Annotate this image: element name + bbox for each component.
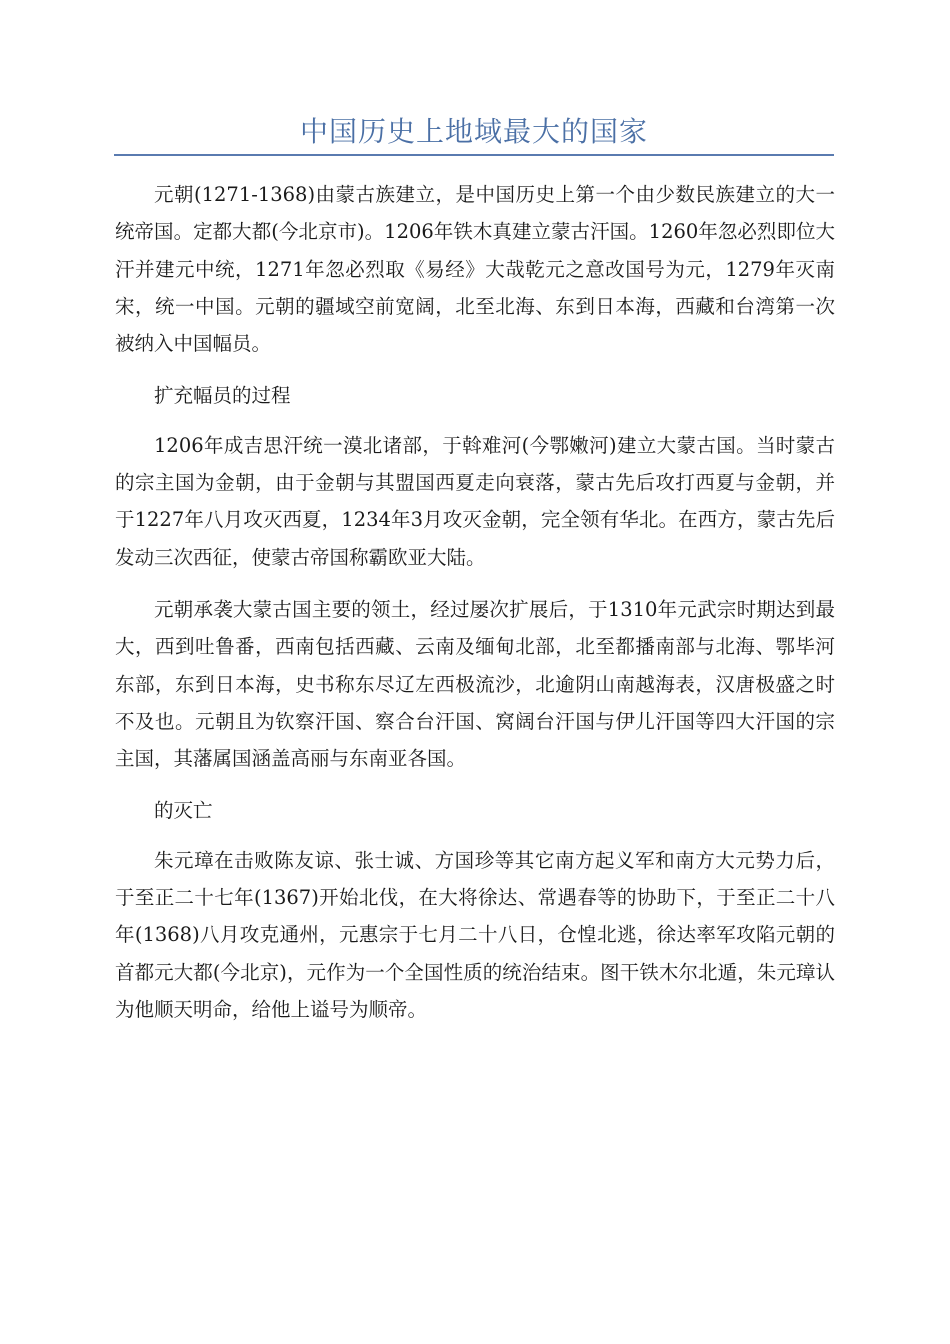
paragraph-yuan-intro: 元朝(1271-1368)由蒙古族建立，是中国历史上第一个由少数民族建立的大一统帝国。定都大都(今北京市)。1206年铁木真建立蒙古汗国。1260年忽必烈即位大汗并建元中统，1271年忽必烈取《易经》大哉乾元之意改国号为元，1279年灭南宋，统一中国。元朝的疆域空前宽阔，北至北海、东到日本海，西藏和台湾第一次被纳入中国幅员。 (115, 183, 835, 356)
section-heading-expansion: 扩充幅员的过程 (154, 384, 291, 408)
paragraph-yuan-fall: 朱元璋在击败陈友谅、张士诚、方国珍等其它南方起义军和南方大元势力后，于至正二十七年(1367)开始北伐，在大将徐达、常遇春等的协助下，于至正二十八年(1368)八月攻克通州，元惠宗于七月二十八日，仓惶北逃，徐达率军攻陷元朝的首都元大都(今北京)，元作为一个全国性质的统治结束。图干铁木尔北遁，朱元璋认为他顺天明命，给他上谥号为顺帝。 (115, 848, 835, 1021)
paragraph-genghis-khan: 1206年成吉思汗统一漠北诸部，于斡难河(今鄂嫩河)建立大蒙古国。当时蒙古的宗主国为金朝，由于金朝与其盟国西夏走向衰落，蒙古先后攻打西夏与金朝，并于1227年八月攻灭西夏，1234年3月攻灭金朝，完全领有华北。在西方，蒙古先后发动三次西征，使蒙古帝国称霸欧亚大陆。 (115, 433, 835, 569)
title-underline (114, 154, 834, 156)
document-body (115, 176, 835, 1043)
paragraph-yuan-territory: 元朝承袭大蒙古国主要的领土，经过屡次扩展后，于1310年元武宗时期达到最大，西到吐鲁番，西南包括西藏、云南及缅甸北部，北至都播南部与北海、鄂毕河东部，东到日本海，史书称东尽辽左西极流沙，北逾阴山南越海表，汉唐极盛之时不及也。元朝且为钦察汗国、察合台汗国、窝阔台汗国与伊儿汗国等四大汗国的宗主国，其藩属国涵盖高丽与东南亚各国。 (115, 597, 835, 771)
section-heading-fall: 的灭亡 (154, 799, 213, 823)
page-title: 中国历史上地域最大的国家 (299, 115, 648, 148)
